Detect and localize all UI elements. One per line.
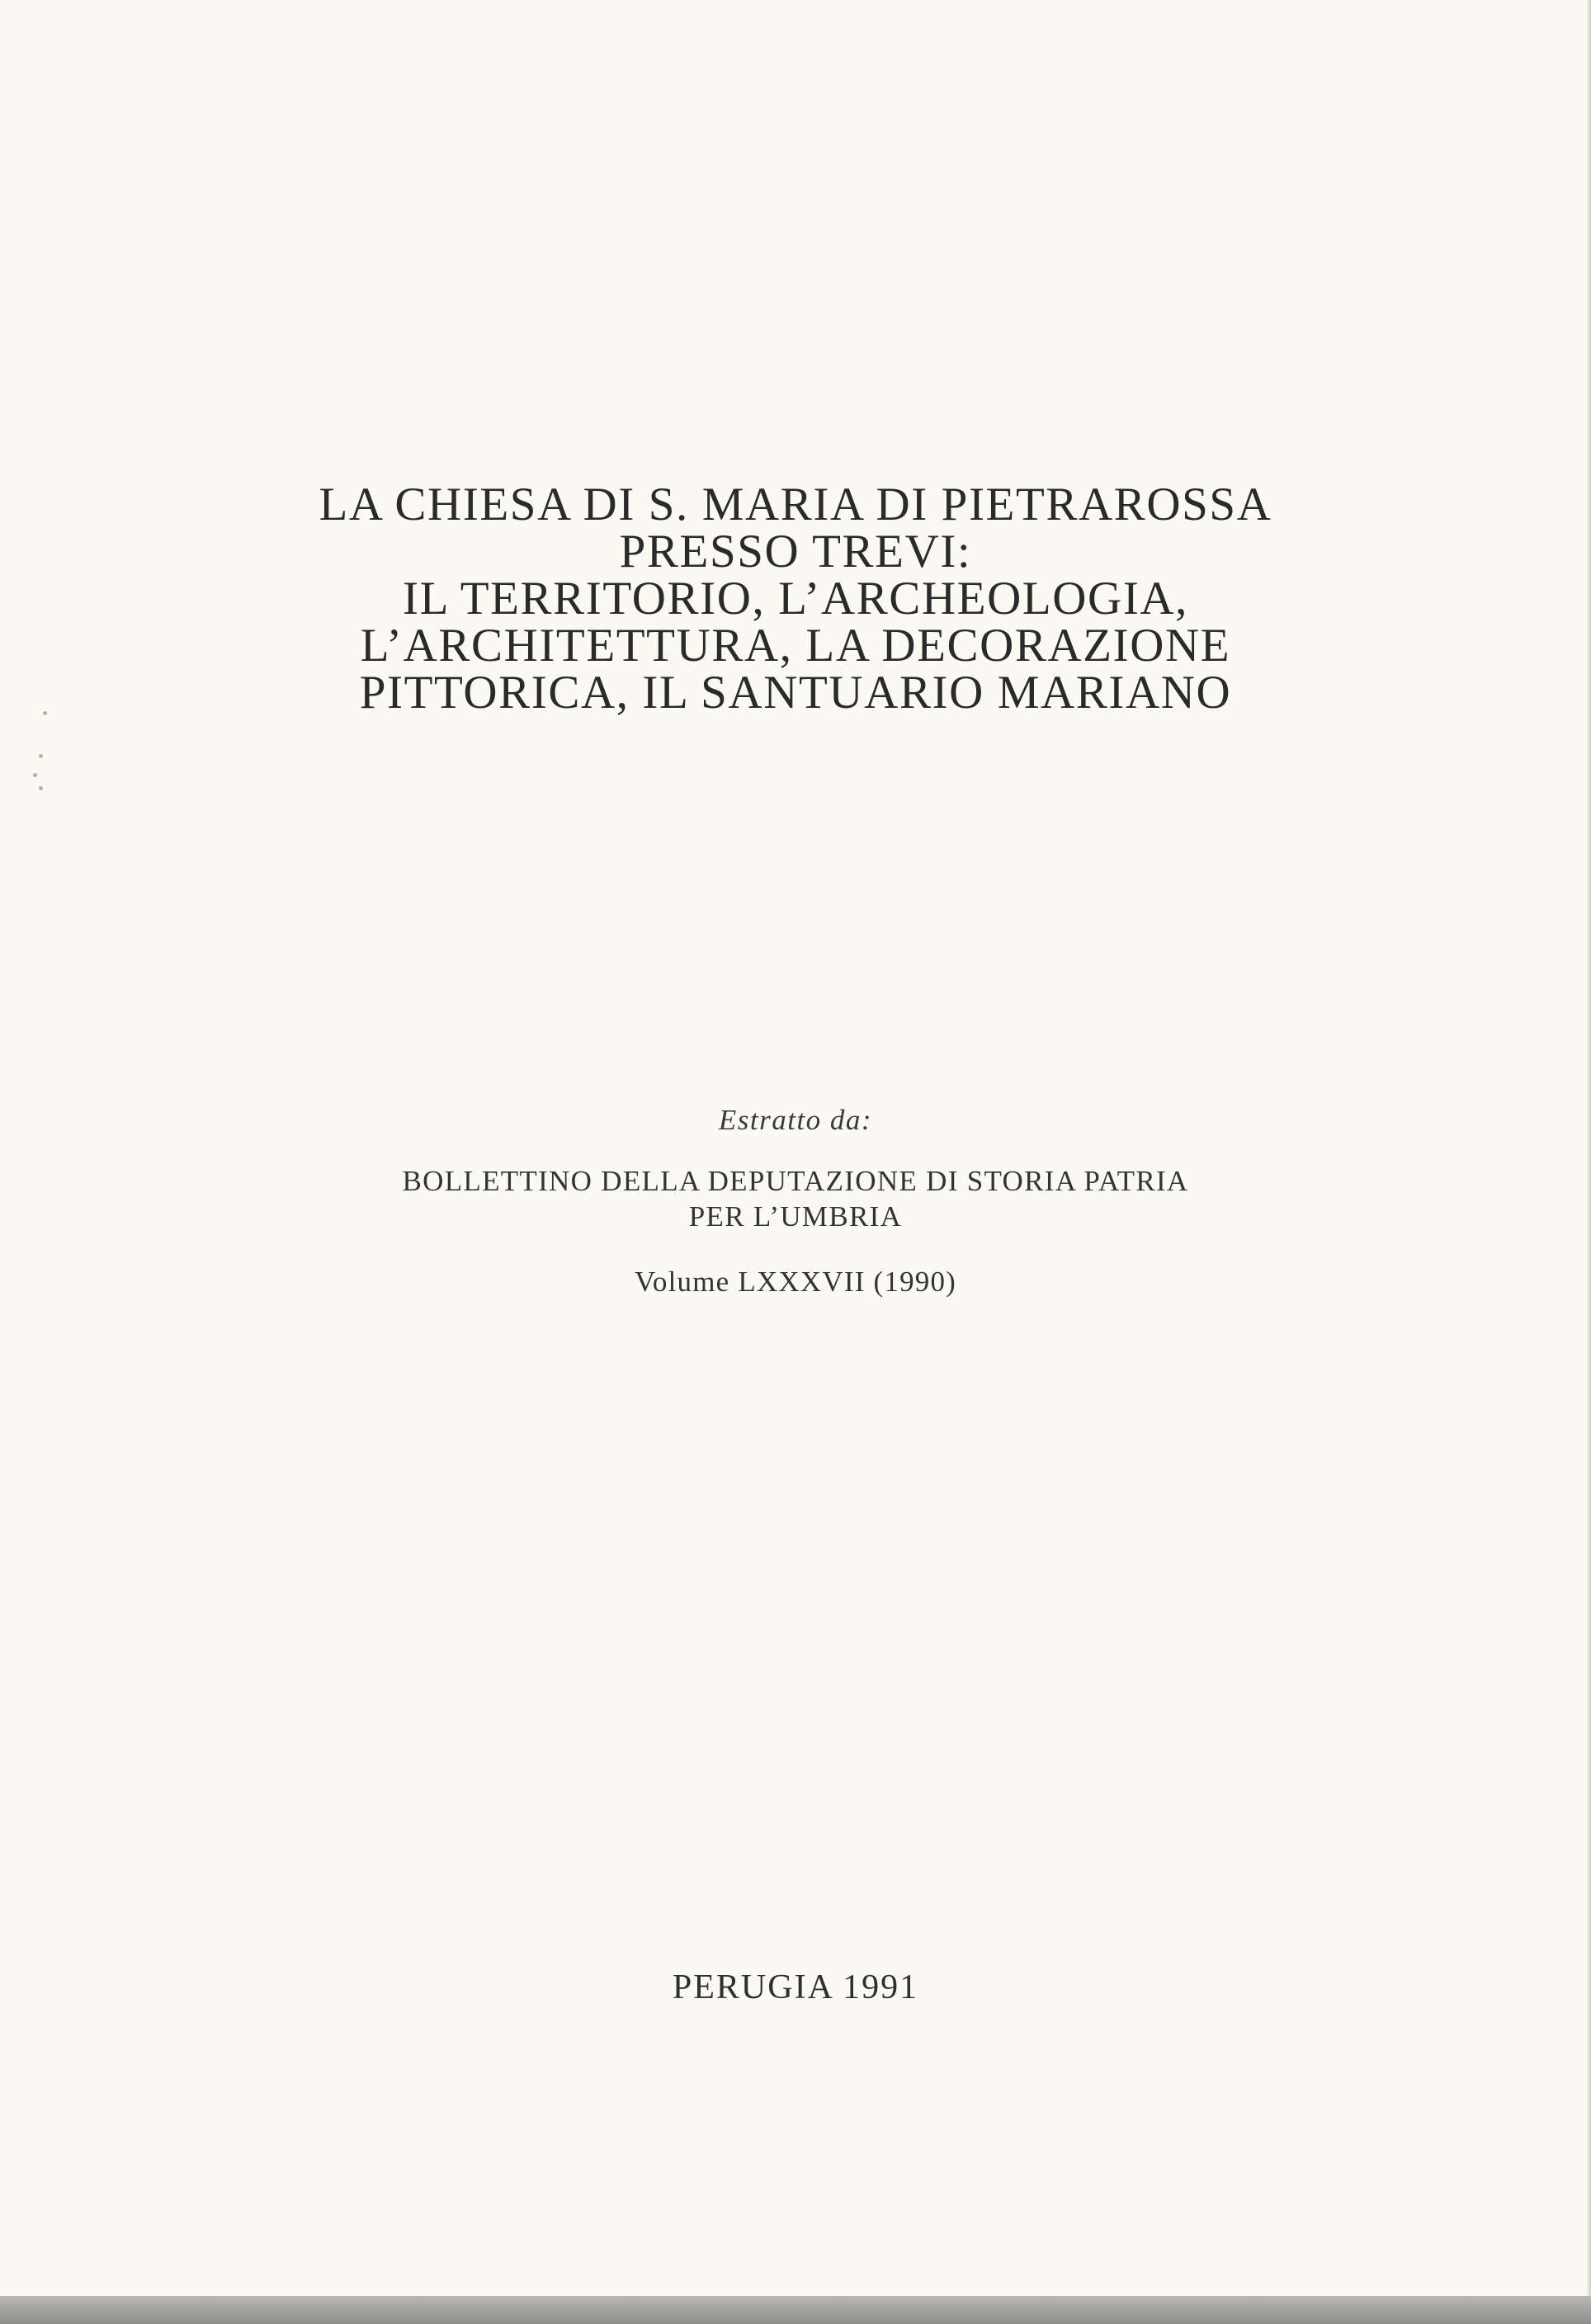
paper-speck <box>39 786 43 790</box>
paper-speck <box>33 773 37 777</box>
scanner-bottom-edge <box>0 2296 1591 2324</box>
document-title <box>0 478 1591 719</box>
volume-info: Volume LXXXVII (1990) <box>634 1266 957 1298</box>
title-line-2: PRESSO TREVI: <box>619 526 972 577</box>
extract-label: Estratto da: <box>718 1104 873 1136</box>
title-line-4: L’ARCHITETTURA, LA DECORAZIONE <box>360 620 1231 672</box>
title-line-5: PITTORICA, IL SANTUARIO MARIANO <box>359 667 1232 719</box>
bulletin-title-line-2: PER L’UMBRIA <box>688 1200 903 1233</box>
title-line-3: IL TERRITORIO, L’ARCHEOLOGIA, <box>402 573 1189 625</box>
title-line-1: LA CHIESA DI S. MARIA DI PIETRAROSSA <box>319 478 1272 530</box>
publication-place-date: PERUGIA 1991 <box>672 1968 919 2006</box>
bulletin-title-line-1: BOLLETTINO DELLA DEPUTAZIONE DI STORIA PATRIA <box>402 1165 1189 1197</box>
extract-information <box>0 1104 1591 1299</box>
paper-speck <box>43 711 47 715</box>
page-right-shadow <box>1586 0 1591 2296</box>
paper-speck <box>39 754 43 758</box>
